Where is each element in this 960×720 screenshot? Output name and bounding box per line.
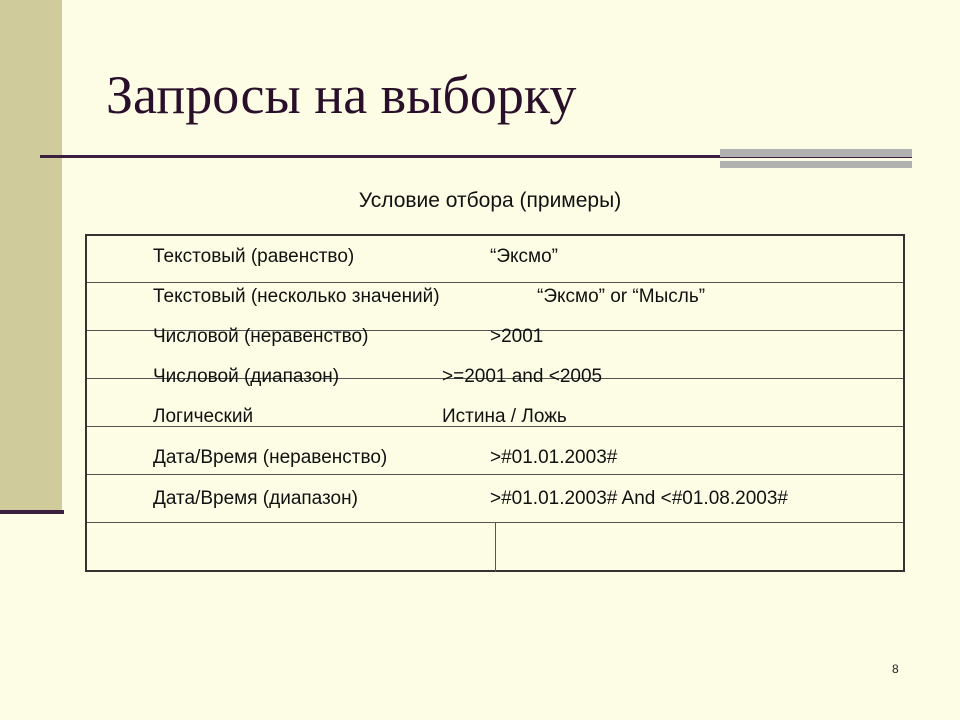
criteria-type: Текстовый (равенство) bbox=[153, 246, 355, 267]
criteria-example: Истина / Ложь bbox=[442, 406, 567, 427]
slide-subtitle: Условие отбора (примеры) bbox=[358, 189, 622, 212]
criteria-type: Логический bbox=[153, 406, 254, 427]
title-accent-bar-lower bbox=[720, 161, 912, 168]
criteria-example: “Эксмо” bbox=[490, 246, 558, 267]
criteria-type: Дата/Время (неравенство) bbox=[153, 447, 388, 468]
criteria-type: Числовой (неравенство) bbox=[153, 326, 369, 347]
table-row bbox=[87, 246, 907, 276]
criteria-table bbox=[85, 234, 905, 572]
criteria-type: Дата/Время (диапазон) bbox=[153, 488, 358, 509]
title-accent-bar bbox=[720, 149, 912, 157]
slide-title: Запросы на выборку bbox=[106, 65, 577, 125]
criteria-type: Текстовый (несколько значений) bbox=[153, 286, 440, 307]
left-decor-line bbox=[0, 510, 64, 514]
table-row bbox=[87, 326, 907, 356]
table-row bbox=[87, 488, 907, 518]
table-row bbox=[87, 447, 907, 477]
table-row bbox=[87, 286, 907, 316]
criteria-example: >#01.01.2003# bbox=[490, 447, 618, 468]
table-column-divider bbox=[495, 522, 496, 572]
criteria-example: >=2001 and <2005 bbox=[442, 366, 603, 387]
criteria-example: >2001 bbox=[490, 326, 544, 347]
table-line bbox=[87, 282, 903, 283]
criteria-example: >#01.01.2003# And <#01.08.2003# bbox=[490, 488, 788, 509]
criteria-type: Числовой (диапазон) bbox=[153, 366, 340, 387]
table-row bbox=[87, 406, 907, 436]
criteria-example: “Эксмо” or “Мысль” bbox=[537, 286, 706, 307]
table-row bbox=[87, 366, 907, 396]
page-number: 8 bbox=[892, 662, 899, 676]
left-decor-band bbox=[0, 0, 62, 510]
